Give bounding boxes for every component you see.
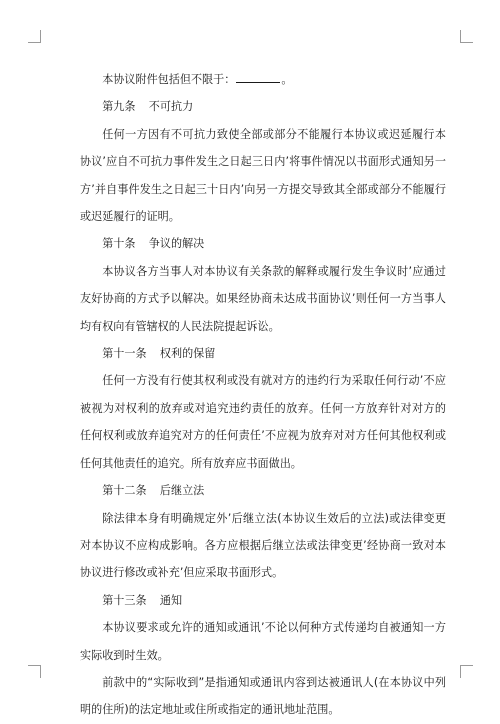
section-number: 第十条: [102, 237, 136, 251]
crop-mark-bottom-left: [28, 665, 41, 678]
section-number: 第九条: [102, 100, 136, 114]
crop-mark-top-left: [28, 30, 41, 43]
section-heading-12: [80, 477, 446, 504]
section-title: 通知: [159, 593, 183, 607]
section-number: 第十三条: [102, 593, 147, 607]
section-title: 争议的解决: [148, 237, 205, 251]
section-paragraph: 本协议要求或允许的通知或通讯’不论以何种方式传递均自被通知一方实际收到时生效。: [80, 621, 446, 662]
section-paragraph: 任何一方因有不可抗力致使全部或部分不能履行本协议或迟延履行本协议’应自不可抗力事件发生之日起三日内’将事件情况以书面形式通知另一方’并自事件发生之日起三十日内’向另一方提交导致其全部或部分不能履行或迟延履行的证明。: [80, 127, 446, 224]
crop-mark-top-right: [460, 30, 473, 43]
section-heading-10: [80, 230, 446, 257]
section-heading-13: [80, 587, 446, 614]
attachment-line: [80, 66, 446, 93]
section-title: 权利的保留: [159, 347, 216, 361]
section-number: 第十二条: [102, 484, 147, 498]
section-paragraph: 前款中的“实际收到”是指通知或通讯内容到达被通讯人(在本协议中列明的住所)的法定地址或住所或指定的通讯地址范围。: [80, 675, 446, 717]
attachment-period: 。: [281, 73, 293, 86]
section-paragraph: 除法律本身有明确规定外’后继立法(本协议生效后的立法)或法律变更对本协议不应构成影响。各方应根据后继立法或法律变更’经协商一致对本协议进行修改或补充’但应采取书面形式。: [80, 511, 446, 580]
section-heading-9: [80, 93, 446, 120]
crop-mark-bottom-right: [460, 665, 473, 678]
document-body: [80, 66, 446, 724]
section-title: 后继立法: [159, 484, 205, 498]
attachment-text: 本协议附件包括但不限于：: [102, 73, 236, 86]
section-paragraph: 本协议各方当事人对本协议有关条款的解释或履行发生争议时’应通过友好协商的方式予以解决。如果经协商未达成书面协议’则任何一方当事人均有权向有管辖权的人民法院提起诉讼。: [80, 264, 446, 333]
section-heading-11: [80, 340, 446, 367]
section-title: 不可抗力: [148, 100, 194, 114]
section-number: 第十一条: [102, 347, 147, 361]
fill-in-blank[interactable]: [236, 71, 280, 83]
section-paragraph: 任何一方没有行使其权利或没有就对方的违约行为采取任何行动’不应被视为对权利的放弃或对追究违约责任的放弃。任何一方放弃针对对方的任何权利或放弃追究对方的任何责任’不应视为放弃对对方任何其他权利或任何其他责任的追究。所有放弃应书面做出。: [80, 374, 446, 470]
